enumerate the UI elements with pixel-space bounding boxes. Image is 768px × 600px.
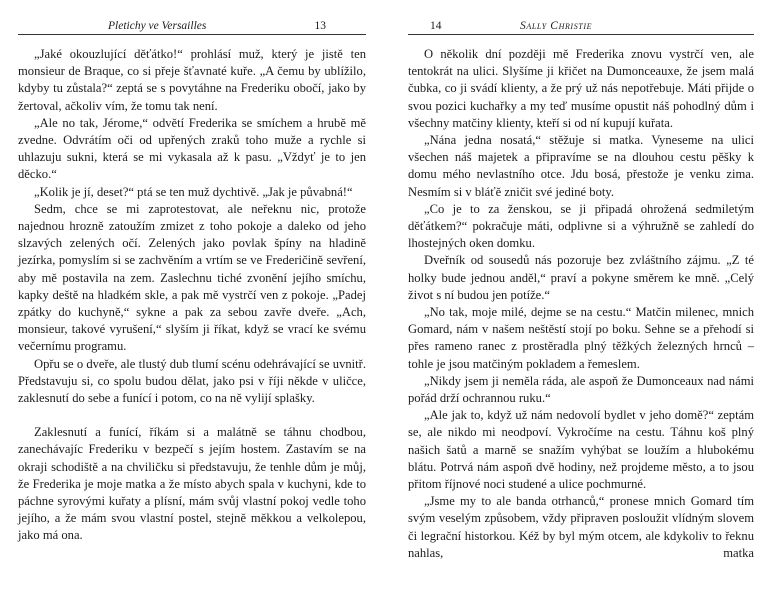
page-number: 14 [430,20,442,32]
right-page-body [408,46,754,562]
paragraph: „Kolik je jí, deset?“ ptá se ten muž dychtivě. „Jak je půvabná!“ [34,184,353,199]
paragraph: „Jsme my to ale banda otrhanců,“ pronese mnich Gomard tím svým veselým způsobem, vždy připraven posloužit vlídným slovem či legrační historkou. Kéž by byl mým otcem, ale kdykoliv to řeknu nahlas, matka [408,494,754,560]
running-author: Sally Christie [520,20,593,32]
paragraph: „Nána jedna nosatá,“ stěžuje si matka. Vyneseme na ulici všechen náš majetek a připravíme se na dlouhou cestu pěšky k domu mého nevlastního otce. Jdu bosá, přestože je venku zima. Nesmím si v bláťě zničit své jediné boty. [408,133,754,199]
running-title: Pletichy ve Versailles [108,20,207,32]
paragraph: Dveřník od sousedů nás pozoruje bez zvláštního zájmu. „Z té holky bude jednou anděl,“ praví a pokyne směrem ke mně. „Celý život s ní budou jen potíže.“ [408,253,754,302]
paragraph: Zaklesnutí a funící, říkám si a malátně se táhnu chodbou, zanechávajíc Frederiku v bezpečí s jejím hostem. Zastavím se na okraji schodiště a na chviličku si představuju, že tenhle dům je můj, že Frederika je moje matka a že místo abych spala v kuchyni, kde to páchne syrovými kuřaty a plísní, mám svůj vlastní pokoj vedle toho jejího, a že mám svou vlastní postel, stejně měkkou a velkolepou, jako má ona. [18,425,366,543]
right-page [408,0,754,600]
paragraph: „Co je to za ženskou, se ji připadá ohrožená sedmiletým děťátkem?“ pokračuje máti, odplivne si a výhružně se zahledí do lhostejných oken domku. [408,201,754,251]
paragraph: „No tak, moje milé, dejme se na cestu.“ Matčin milenec, mnich Gomard, nám v našem neštěstí stojí po boku. Sehne se a přehodí si přes rameno ranec z prostěradla plný těžkých železných hrnců – tohle je jsou matčiným pokladem a řemeslem. [408,305,754,371]
page-number: 13 [314,20,326,32]
paragraph: „Nikdy jsem ji neměla ráda, ale aspoň že Dumonceaux nad námi pořád drží ochrannou ruku.“ [408,373,754,406]
left-page [18,0,366,600]
right-page-header [408,18,754,35]
paragraph: O několik dní později mě Frederika znovu vystrčí ven, ale tentokrát na ulici. Slyšíme ji křičet na Dumonceauxe, že jsem malá čubka, co ji svádí klienty, a že prý už nás nepotřebuje. Máti přijde o svou pozici kuchařky a my teď musíme opustit náš pohodlný dům i všechny matčiny klienty, kteří si od ní kupují kuřata. [408,47,754,130]
paragraph: „Jaké okouzlující děťátko!“ prohlásí muž, který je jistě ten monsieur de Braque, co si přeje šťavnaté kuře. „A čemu by ublížilo, kdyby tu zůstala?“ zeptá se s povytáhne na Frederiku obočí, jako by žertoval, ačkoliv vím, že tomu tak není. [18,47,366,113]
left-page-header [18,18,366,35]
paragraph: „Ale jak to, když už nám nedovolí bydlet v jeho domě?“ zeptám se, ale nikdo mi neodpoví. Vykročíme na cestu. Táhnu koš plný našich šatů a marně se snažím vyhýbat se loužím a hlubokému blátu. Potrvá nám aspoň dvě hodiny, než projdeme město, a to jsou přitom říjnové noci studené a ulice pochmurné. [408,408,754,492]
paragraph: „Ale no tak, Jérome,“ odvětí Frederika se smíchem a hrubě mě zvedne. Odvrátím oči od upřených zraků toho muže a rychle si uhlazuju sukni, která se mi vykasala až k pasu. „Vždyť je to jen děcko.“ [18,115,366,182]
paragraph: Opřu se o dveře, ale tlustý dub tlumí scénu odehrávající se uvnitř. Představuju si, co spolu budou dělat, jako psi v říji někde v uličce, zaklesnutí do sebe a funící i potom, co na ně vylijí splašky. [18,356,366,406]
left-page-body [18,46,366,545]
paragraph: Sedm, chce se mi zaprotestovat, ale neřeknu nic, protože najednou hrozně zatoužím zmizet z toho pokoje a daleko od jeho slzavých zelených očí. Zelených jako povlak špíny na hladině jezírka, pomyslím si se zachvěním a vrtím se ve Frederičině sevření, aby mě postavila na zem. Zaslechnu tiché zvonění jejího smíchu, kapky deště na hladkém skle, a pak mě vystrčí ven z pokoje. „Padej zpátky do kuchyně,“ sykne a pak za sebou zavře dveře. „Ach, monsieur, takové vyrušení,“ slyším ji říkat, když se vrací ke svému večernímu programu. [18,201,366,354]
